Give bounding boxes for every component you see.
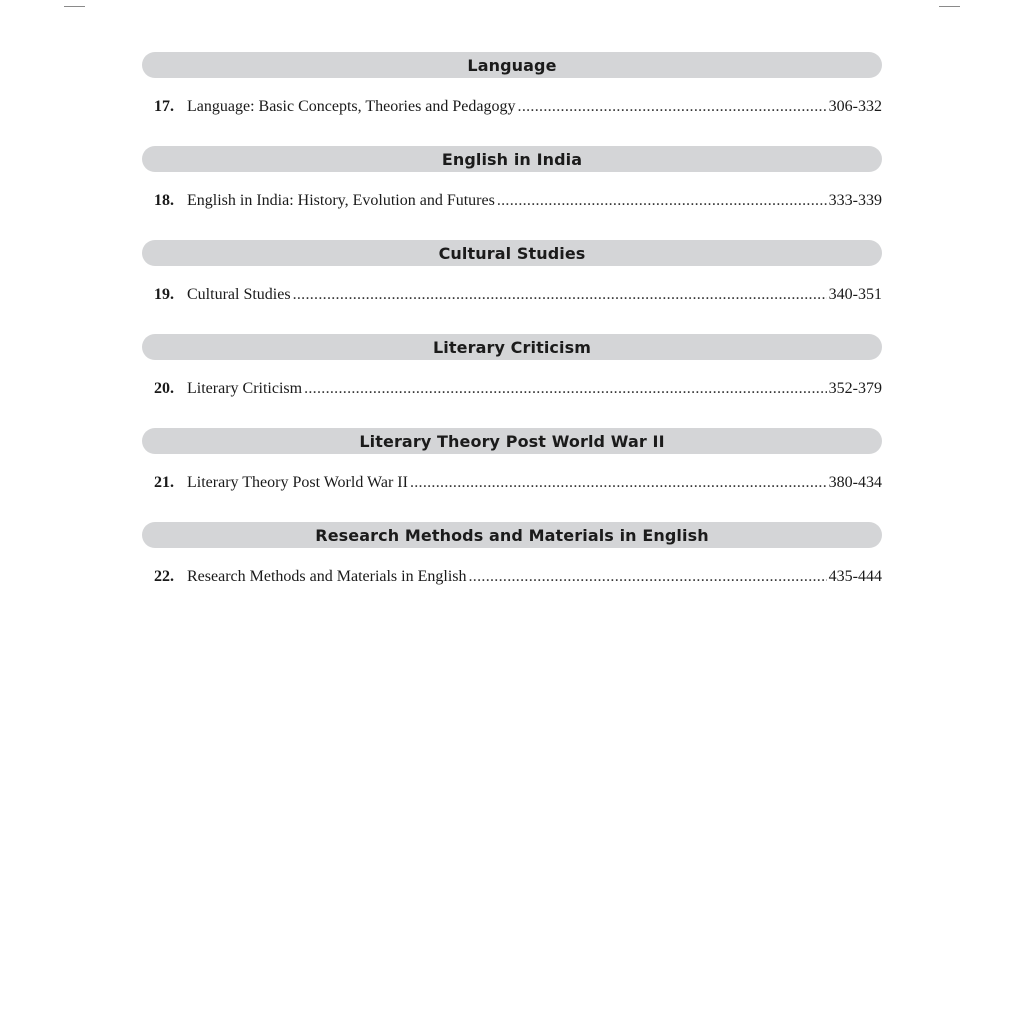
entry-page-range: 340-351 xyxy=(828,286,882,303)
entry-number: 17. xyxy=(154,98,174,115)
entry-page-range: 333-339 xyxy=(828,192,882,209)
toc-section-literary-criticism xyxy=(142,334,882,399)
entry-page-range: 435-444 xyxy=(828,568,882,585)
toc-entry[interactable] xyxy=(142,97,882,117)
section-heading: English in India xyxy=(142,146,882,172)
toc-entry[interactable] xyxy=(142,567,882,587)
toc-entry[interactable] xyxy=(142,379,882,399)
dot-leader xyxy=(293,285,827,305)
entry-number: 18. xyxy=(154,192,174,209)
dot-leader xyxy=(469,567,827,587)
crop-mark-right xyxy=(939,6,960,7)
section-heading: Research Methods and Materials in English xyxy=(142,522,882,548)
dot-leader xyxy=(518,97,827,117)
crop-mark-left xyxy=(64,6,85,7)
toc-section-literary-theory xyxy=(142,428,882,493)
toc-section-cultural-studies xyxy=(142,240,882,305)
entry-title: Literary Theory Post World War II xyxy=(187,474,408,491)
section-heading: Language xyxy=(142,52,882,78)
entry-page-range: 380-434 xyxy=(828,474,882,491)
toc-entry[interactable] xyxy=(142,473,882,493)
entry-number: 20. xyxy=(154,380,174,397)
section-heading: Literary Criticism xyxy=(142,334,882,360)
entry-title: Cultural Studies xyxy=(187,286,291,303)
toc-section-research-methods xyxy=(142,522,882,587)
toc-section-english-in-india xyxy=(142,146,882,211)
entry-title: Literary Criticism xyxy=(187,380,303,397)
entry-title: English in India: History, Evolution and Futures xyxy=(187,192,495,209)
entry-title: Research Methods and Materials in English xyxy=(187,568,467,585)
entry-page-range: 306-332 xyxy=(828,98,882,115)
toc-entry[interactable] xyxy=(142,285,882,305)
section-heading: Cultural Studies xyxy=(142,240,882,266)
entry-number: 19. xyxy=(154,286,174,303)
entry-number: 21. xyxy=(154,474,174,491)
entry-title: Language: Basic Concepts, Theories and Pedagogy xyxy=(187,98,516,115)
entry-number: 22. xyxy=(154,568,174,585)
toc-entry[interactable] xyxy=(142,191,882,211)
table-of-contents xyxy=(142,52,882,616)
entry-page-range: 352-379 xyxy=(828,380,882,397)
dot-leader xyxy=(304,379,827,399)
section-heading: Literary Theory Post World War II xyxy=(142,428,882,454)
dot-leader xyxy=(497,191,827,211)
toc-section-language xyxy=(142,52,882,117)
dot-leader xyxy=(410,473,827,493)
